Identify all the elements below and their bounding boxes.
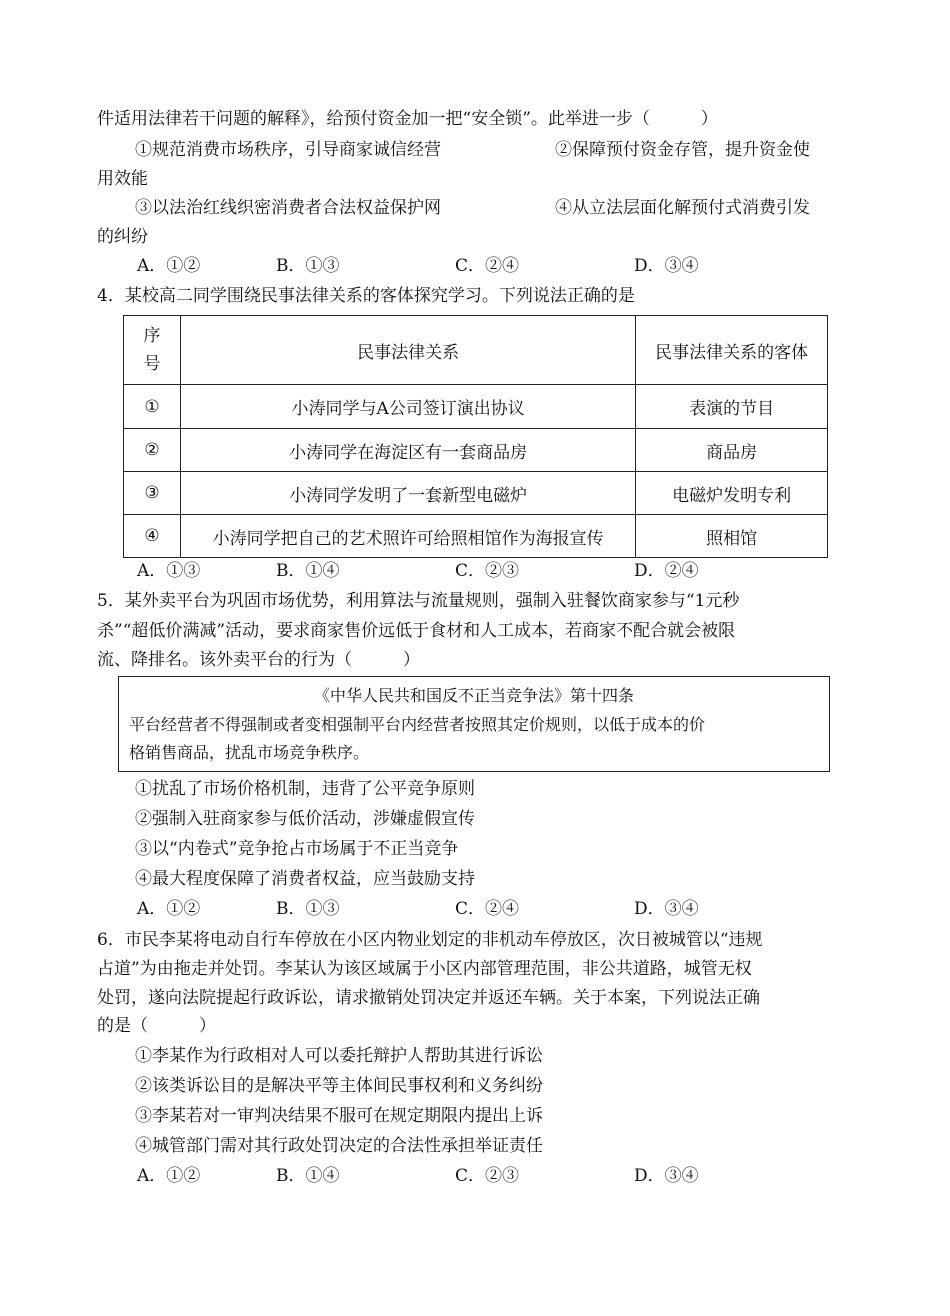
row-object: 电磁炉发明专利 — [636, 472, 828, 515]
row-object: 表演的节目 — [636, 385, 828, 429]
q6-option-a[interactable]: A．①② — [137, 1166, 201, 1186]
row-relation: 小涛同学与A公司签订演出协议 — [180, 385, 635, 429]
q3-stem-line: 件适用法律若干问题的解释》，给预付资金加一把“安全锁”。此举进一步（ ） — [97, 109, 718, 129]
q5-statement-2: ②强制入驻商家参与低价活动，涉嫌虚假宣传 — [135, 809, 475, 829]
law-text-line-1: 平台经营者不得强制或者变相强制平台内经营者按照其定价规则，以低于成本的价 — [129, 715, 706, 734]
q3-option-c[interactable]: C．②④ — [455, 256, 520, 276]
q5-statement-1: ①扰乱了市场价格机制，违背了公平竞争原则 — [135, 779, 475, 799]
q6-statement-3: ③李某若对一审判决结果不服可在规定期限内提出上诉 — [135, 1106, 543, 1126]
header-relation: 民事法律关系 — [180, 316, 635, 385]
header-index: 序号 — [124, 316, 181, 385]
q3-statement-4-cont: 的纠纷 — [97, 227, 148, 247]
q6-option-d[interactable]: D．③④ — [634, 1166, 699, 1186]
q4-stem: 4．某校高二同学围绕民事法律关系的客体探究学习。下列说法正确的是 — [97, 286, 635, 306]
table-row — [124, 472, 828, 515]
row-relation: 小涛同学把自己的艺术照许可给照相馆作为海报宣传 — [180, 515, 635, 558]
q5-stem-line-3: 流、降排名。该外卖平台的行为（ ） — [97, 650, 420, 670]
header-object: 民事法律关系的客体 — [636, 316, 828, 385]
row-relation: 小涛同学在海淀区有一套商品房 — [180, 429, 635, 472]
table-row — [124, 385, 828, 429]
q3-statement-4: ④从立法层面化解预付式消费引发 — [555, 198, 810, 218]
law-excerpt-box — [118, 676, 830, 772]
q3-statement-1: ①规范消费市场秩序，引导商家诚信经营 — [135, 140, 441, 160]
q5-stem-line-2: 杀”“超低价满减”活动，要求商家售价远低于食材和人工成本，若商家不配合就会被限 — [97, 621, 736, 641]
q6-statement-1: ①李某作为行政相对人可以委托辩护人帮助其进行诉讼 — [135, 1046, 543, 1066]
row-index: ① — [124, 385, 181, 429]
q5-option-d[interactable]: D．③④ — [634, 899, 699, 919]
q5-statement-4: ④最大程度保障了消费者权益，应当鼓励支持 — [135, 869, 475, 889]
q3-option-d[interactable]: D．③④ — [634, 256, 699, 276]
q6-stem-line-1: 6．市民李某将电动自行车停放在小区内物业划定的非机动车停放区，次日被城管以“违规 — [97, 930, 763, 950]
row-index: ④ — [124, 515, 181, 558]
table-row — [124, 515, 828, 558]
q5-statement-3: ③以“内卷式”竞争抢占市场属于不正当竞争 — [135, 839, 459, 859]
row-object: 商品房 — [636, 429, 828, 472]
row-relation: 小涛同学发明了一套新型电磁炉 — [180, 472, 635, 515]
q6-option-b[interactable]: B．①④ — [276, 1166, 340, 1186]
q6-stem-line-3: 处罚，遂向法院提起行政诉讼，请求撤销处罚决定并返还车辆。关于本案，下列说法正确 — [97, 988, 760, 1008]
row-index: ② — [124, 429, 181, 472]
table-header-row — [124, 316, 828, 385]
q3-statement-2: ②保障预付资金存管，提升资金使 — [555, 140, 810, 160]
q6-option-c[interactable]: C．②③ — [455, 1166, 520, 1186]
q6-statement-2: ②该类诉讼目的是解决平等主体间民事权利和义务纠纷 — [135, 1076, 543, 1096]
q3-statement-3: ③以法治红线织密消费者合法权益保护网 — [135, 198, 441, 218]
q3-option-a[interactable]: A．①② — [137, 256, 201, 276]
q6-statement-4: ④城管部门需对其行政处罚决定的合法性承担举证责任 — [135, 1136, 543, 1156]
row-object: 照相馆 — [636, 515, 828, 558]
row-index: ③ — [124, 472, 181, 515]
law-title: 《中华人民共和国反不正当竞争法》第十四条 — [313, 686, 634, 705]
law-text-line-2: 格销售商品，扰乱市场竞争秩序。 — [129, 743, 370, 762]
table-row — [124, 429, 828, 472]
q6-stem-line-2: 占道”为由拖走并处罚。李某认为该区域属于小区内部管理范围，非公共道路，城管无权 — [97, 959, 752, 979]
q5-option-a[interactable]: A．①② — [137, 899, 201, 919]
q4-option-d[interactable]: D．②④ — [634, 561, 699, 581]
q5-option-b[interactable]: B．①③ — [276, 899, 340, 919]
q4-option-a[interactable]: A．①③ — [137, 561, 201, 581]
civil-relation-table — [123, 315, 828, 558]
q5-stem-line-1: 5．某外卖平台为巩固市场优势，利用算法与流量规则，强制入驻餐饮商家参与“1元秒 — [97, 591, 740, 611]
q3-statement-2-cont: 用效能 — [97, 169, 148, 189]
q4-option-b[interactable]: B．①④ — [276, 561, 340, 581]
q3-option-b[interactable]: B．①③ — [276, 256, 340, 276]
q6-stem-line-4: 的是（ ） — [97, 1016, 216, 1036]
q5-option-c[interactable]: C．②④ — [455, 899, 520, 919]
q4-option-c[interactable]: C．②③ — [455, 561, 520, 581]
